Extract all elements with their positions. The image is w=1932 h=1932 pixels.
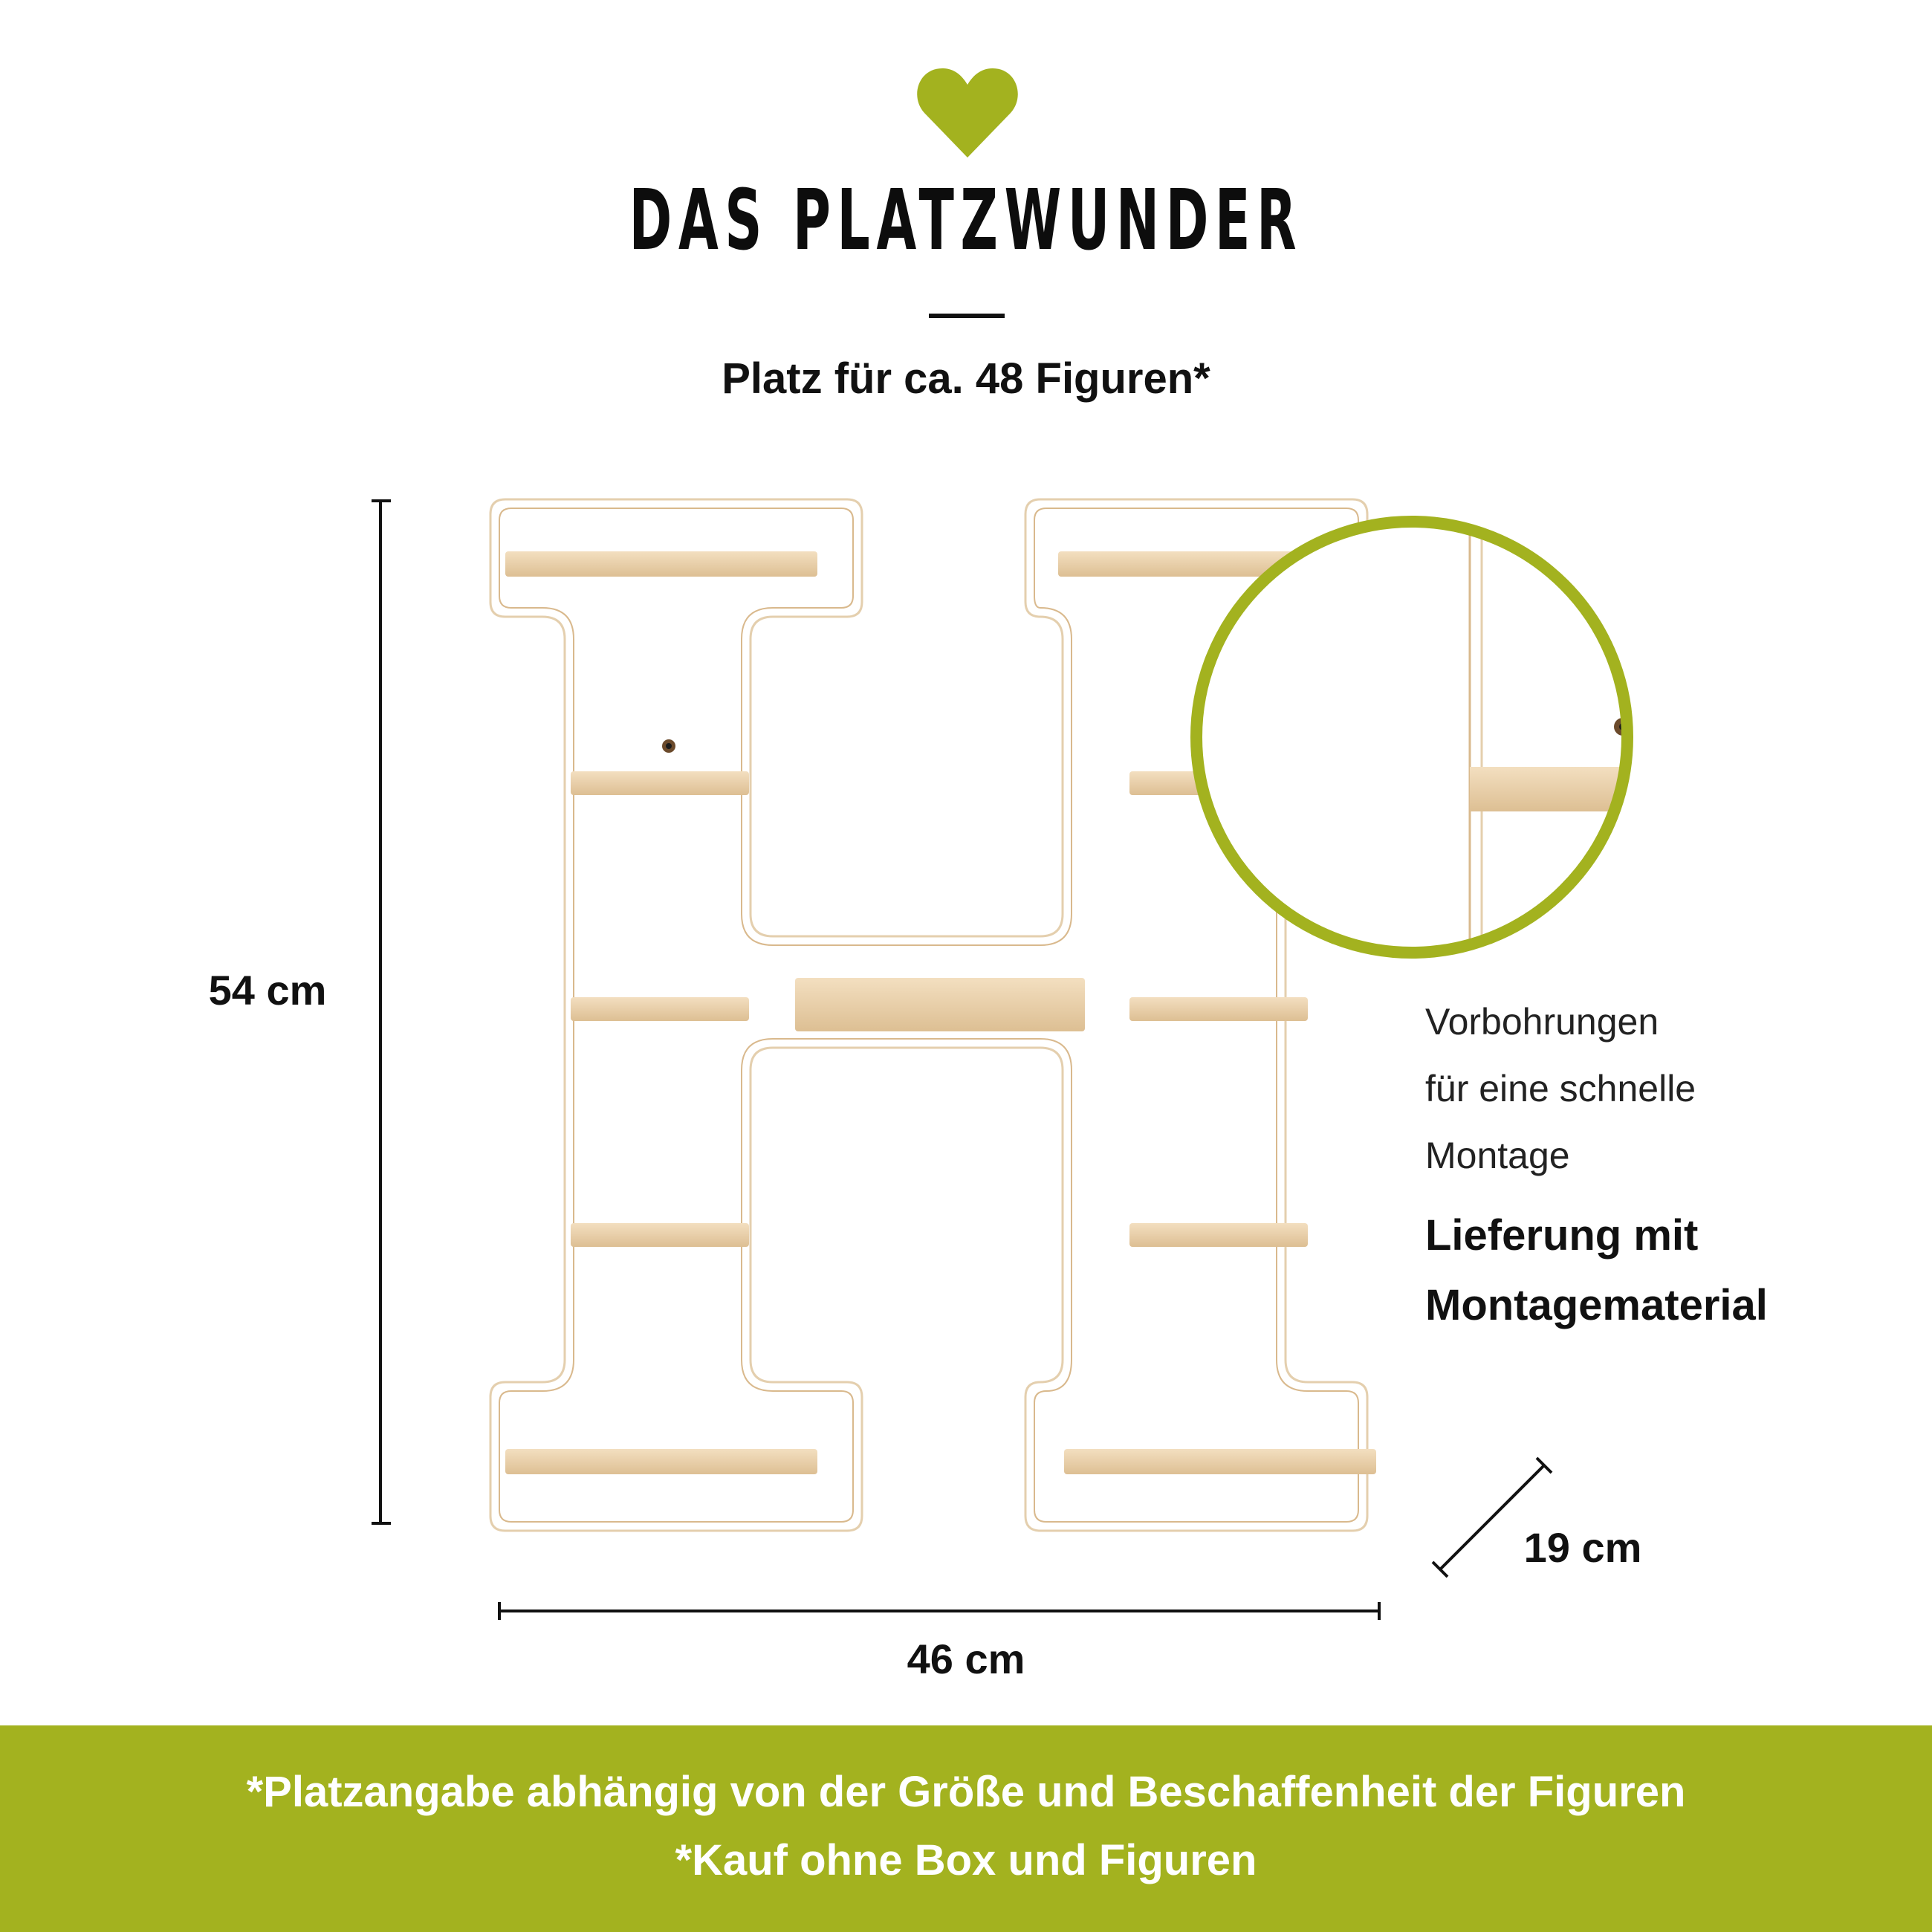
height-dimension-line bbox=[372, 501, 391, 1523]
shelf-bottom-right bbox=[1064, 1449, 1376, 1474]
page-title: DAS PLATZWUNDER bbox=[629, 172, 1303, 269]
height-label: 54 cm bbox=[208, 967, 327, 1014]
title-divider bbox=[929, 314, 1005, 318]
heart-icon bbox=[915, 64, 1020, 161]
note-predrilled-line2: für eine schnelle bbox=[1425, 1068, 1696, 1109]
shelf-lower-left bbox=[571, 1223, 749, 1247]
zoom-detail-circle bbox=[1196, 520, 1737, 959]
footer-disclaimer-space: *Platzangabe abhängig von der Größe und Beschaffenheit der Figuren bbox=[246, 1768, 1686, 1816]
depth-label: 19 cm bbox=[1523, 1524, 1642, 1571]
note-delivery-line2: Montagematerial bbox=[1425, 1281, 1768, 1329]
width-label: 46 cm bbox=[907, 1636, 1025, 1682]
shelf-lower-right bbox=[1129, 1223, 1308, 1247]
shelf-top-left bbox=[505, 551, 817, 577]
footer-disclaimer-contents: *Kauf ohne Box und Figuren bbox=[675, 1836, 1257, 1884]
note-predrilled-line3: Montage bbox=[1425, 1135, 1570, 1176]
shelf-upper-left bbox=[571, 771, 749, 795]
page-subtitle: Platz für ca. 48 Figuren* bbox=[722, 354, 1210, 403]
shelf-center bbox=[795, 978, 1085, 1031]
shelf-bottom-left bbox=[505, 1449, 817, 1474]
note-predrilled-line1: Vorbohrungen bbox=[1425, 1001, 1659, 1043]
footer-banner bbox=[0, 1725, 1932, 1932]
width-dimension-line bbox=[498, 1602, 1379, 1620]
shelf-middle-right bbox=[1129, 997, 1308, 1021]
shelf-middle-left bbox=[571, 997, 749, 1021]
note-delivery-line1: Lieferung mit bbox=[1425, 1211, 1699, 1260]
